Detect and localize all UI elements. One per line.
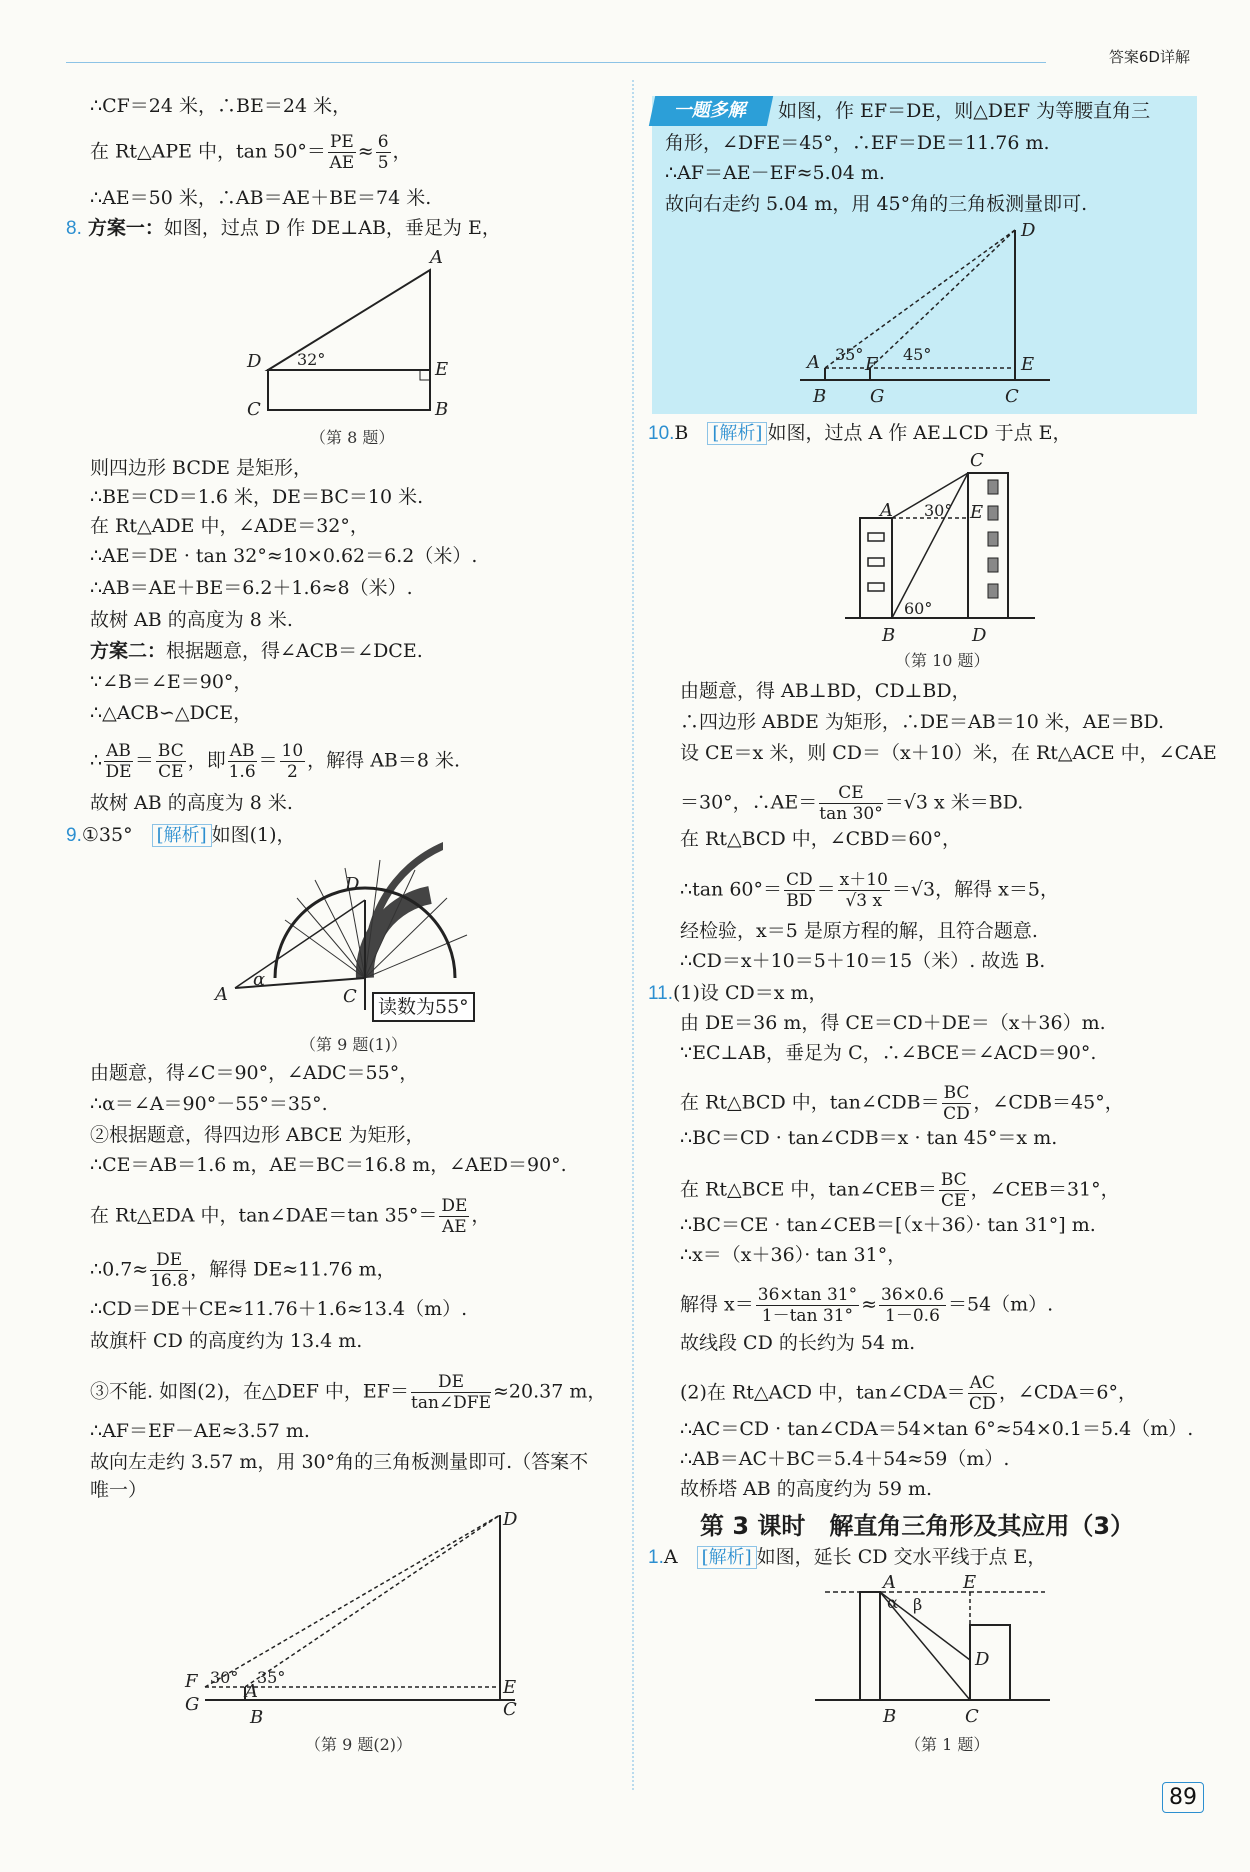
svg-text:A: A	[883, 1572, 896, 1593]
text-line: ∴CF＝24 米，∴BE＝24 米，	[90, 95, 352, 117]
svg-text:30°: 30°	[924, 501, 953, 520]
text-line: 设 CE＝x 米，则 CD＝（x＋10）米，在 Rt△ACE 中，∠CAE	[680, 742, 1217, 764]
text-line: ②根据题意，得四边形 ABCE 为矩形，	[90, 1124, 425, 1146]
figure-8-caption: （第 8 题）	[310, 428, 395, 447]
svg-text:A: A	[807, 352, 820, 373]
text-line: ∵EC⊥AB，垂足为 C，∴∠BCE＝∠ACD＝90°.	[680, 1042, 1097, 1064]
text-line: 故线段 CD 的长约为 54 m.	[680, 1332, 916, 1354]
svg-text:A: A	[245, 1681, 258, 1702]
reading-callout: 读数为55°	[372, 992, 475, 1022]
text-line: ∴AE＝50 米，∴AB＝AE＋BE＝74 米.	[90, 187, 432, 209]
svg-text:30°: 30°	[210, 1668, 239, 1687]
header-title: 答案6D详解	[1108, 48, 1190, 66]
svg-text:G: G	[870, 386, 885, 407]
text-line: ∴四边形 ABDE 为矩形，∴DE＝AB＝10 米，AE＝BD.	[680, 711, 1165, 733]
svg-text:E: E	[435, 359, 449, 380]
svg-text:60°: 60°	[904, 599, 933, 618]
text-line: 在 Rt△BCE 中，tan∠CEB＝ $\frac{BC}{CE}$ ，∠CEB＝31°，	[680, 1170, 1120, 1211]
text-line: 唯一）	[90, 1479, 148, 1501]
svg-text:β: β	[913, 1595, 923, 1614]
svg-text:A: A	[880, 500, 893, 521]
text-line: 经检验，x＝5 是原方程的解，且符合题意.	[680, 920, 1038, 942]
text-line: ∴BE＝CD＝1.6 米，DE＝BC＝10 米.	[90, 486, 424, 508]
svg-text:G: G	[185, 1694, 200, 1715]
text-line: ∴AC＝CD · tan∠CDA＝54×tan 6°≈54×0.1＝5.4（m）.	[680, 1418, 1194, 1440]
question-9: 9.①35° [解析] 如图(1)，	[66, 824, 296, 846]
svg-text:45°: 45°	[903, 345, 932, 364]
text-line: ∴CD＝x＋10＝5＋10＝15（米）. 故选 B.	[680, 950, 1046, 972]
text-line: 故树 AB 的高度为 8 米.	[90, 609, 293, 631]
figure-10-caption: （第 10 题）	[895, 651, 990, 670]
svg-text:D: D	[503, 1509, 518, 1530]
header-rule	[66, 62, 1046, 63]
text-line: 故向右走约 5.04 m，用 45°角的三角板测量即可.	[665, 193, 1088, 215]
text-line: 故旗杆 CD 的高度约为 13.4 m.	[90, 1330, 363, 1352]
svg-text:D: D	[972, 625, 987, 646]
svg-text:35°: 35°	[257, 1668, 286, 1687]
text-line: ③不能. 如图(2)，在△DEF 中，EF＝ $\frac{DE}{\text{tan∠DFE}}$ ≈20.37 m，	[90, 1372, 607, 1413]
text-line: ∴α＝∠A＝90°－55°＝35°.	[90, 1093, 328, 1115]
text-line: ∴AB＝AE＋BE＝6.2＋1.6≈8（米）.	[90, 577, 413, 599]
svg-text:E: E	[970, 502, 984, 523]
svg-text:E: E	[963, 1572, 977, 1593]
text-line: 如图，作 EF＝DE，则△DEF 为等腰直角三	[778, 100, 1151, 122]
text-line: 在 Rt△ADE 中，∠ADE＝32°，	[90, 515, 369, 537]
text-line: ∴tan 60°＝ $\frac{CD}{BD}$ ＝ $\frac{x+10}{√3 x}$ ＝√3，解得 x＝5，	[680, 870, 1059, 911]
svg-text:C: C	[247, 399, 261, 420]
text-line: 由题意，得∠C＝90°，∠ADC＝55°，	[90, 1062, 419, 1084]
text-line: ＝30°，∴AE＝ $\frac{CE}{\tan 30^\circ}$ ＝√3 x 米＝BD.	[680, 783, 1024, 824]
svg-text:C: C	[503, 1699, 517, 1720]
page-number: 89	[1162, 1782, 1204, 1813]
svg-text:B: B	[813, 386, 827, 407]
text-line: ∴BC＝CD · tan∠CDB＝x · tan 45°＝x m.	[680, 1127, 1058, 1149]
svg-text:B: B	[435, 399, 449, 420]
svg-text:32°: 32°	[297, 350, 326, 369]
question-11: 11.(1)设 CD＝x m，	[648, 982, 828, 1004]
text-line: 解得 x＝ $\frac{36\times\tan 31^\circ}{1-\tan 31^\circ}$ ≈ $\frac{36\times 0.6}{1-0.6}$ ＝54（m）.	[680, 1285, 1054, 1326]
text-line: 故桥塔 AB 的高度约为 59 m.	[680, 1478, 933, 1500]
svg-text:C: C	[1005, 386, 1019, 407]
figure-1	[815, 1570, 1055, 1730]
text-line: ∵∠B＝∠E＝90°，	[90, 671, 253, 693]
text-line: 在 Rt△BCD 中，tan∠CDB＝ $\frac{BC}{CD}$ ，∠CDB＝45°，	[680, 1083, 1124, 1124]
figure-9-2-drawing	[185, 1505, 525, 1730]
svg-text:D: D	[1021, 220, 1036, 241]
text-line: 在 Rt△BCD 中，∠CBD＝60°，	[680, 828, 962, 850]
svg-text:F: F	[185, 1671, 198, 1692]
svg-text:C: C	[343, 986, 357, 1007]
text-line: 则四边形 BCDE 是矩形，	[90, 457, 313, 479]
svg-text:E: E	[1021, 354, 1035, 375]
svg-text:F: F	[865, 354, 878, 375]
svg-text:α: α	[887, 1593, 898, 1612]
column-divider	[632, 80, 634, 1790]
svg-text:E: E	[503, 1677, 517, 1698]
text-line: (2)在 Rt△ACD 中，tan∠CDA＝ $\frac{AC}{CD}$ ，∠CDA＝6°，	[680, 1373, 1137, 1414]
figure-9-1-caption: （第 9 题(1)）	[300, 1035, 408, 1054]
multi-solution-figure	[795, 220, 1055, 410]
text-line: 故向左走约 3.57 m，用 30°角的三角板测量即可.（答案不	[90, 1451, 589, 1473]
section-title: 第 3 课时 解直角三角形及其应用（3）	[700, 1512, 1135, 1540]
svg-text:B: B	[250, 1707, 264, 1728]
figure-1-caption: （第 1 题）	[905, 1735, 990, 1754]
text-line: 由题意，得 AB⊥BD，CD⊥BD，	[680, 680, 971, 702]
svg-text:C: C	[965, 1706, 979, 1727]
question-10: 10.B [解析] 如图，过点 A 作 AE⊥CD 于点 E，	[648, 422, 1072, 444]
text-line: ∴x＝（x＋36）· tan 31°，	[680, 1244, 907, 1266]
text-line: 角形，∠DFE＝45°，∴EF＝DE＝11.76 m.	[665, 132, 1050, 154]
text-line: ∴AF＝EF－AE≈3.57 m.	[90, 1420, 310, 1442]
text-line: ∴AF＝AE－EF≈5.04 m.	[665, 162, 885, 184]
text-line: ∴AB＝AC＋BC＝5.4＋54≈59（m）.	[680, 1448, 1010, 1470]
text-line: ∴AE＝DE · tan 32°≈10×0.62＝6.2（米）.	[90, 545, 478, 567]
svg-text:B: B	[883, 1706, 897, 1727]
multi-solution-badge: 一题多解	[649, 96, 773, 126]
svg-text:D: D	[247, 351, 262, 372]
svg-text:D: D	[345, 874, 360, 895]
text-line: ∴CD＝DE＋CE≈11.76＋1.6≈13.4（m）.	[90, 1298, 468, 1320]
text-line: ∴CE＝AB＝1.6 m，AE＝BC＝16.8 m，∠AED＝90°.	[90, 1154, 567, 1176]
svg-text:35°: 35°	[835, 345, 864, 364]
text-line: 在 Rt△EDA 中，tan∠DAE＝tan 35°＝ $\frac{DE}{AE}$ ，	[90, 1196, 491, 1237]
text-line: 在 Rt△APE 中，tan 50°＝ $\frac{PE}{AE}$ ≈ $\frac{6}{5}$ ，	[90, 132, 412, 173]
text-line: 方案二：根据题意，得∠ACB＝∠DCE.	[90, 640, 423, 662]
question-1: 1.A [解析] 如图，延长 CD 交水平线于点 E，	[648, 1546, 1047, 1568]
svg-text:A: A	[215, 984, 228, 1005]
text-line: ∴ $\frac{AB}{DE}$ ＝ $\frac{BC}{CE}$ ，即 $\frac{AB}{1.6}$ ＝ $\frac{10}{2}$ ，解得 AB＝8 米.	[90, 741, 461, 782]
text-line: ∴0.7≈ $\frac{DE}{16.8}$ ，解得 DE≈11.76 m，	[90, 1250, 396, 1291]
figure-9-2-caption: （第 9 题(2)）	[305, 1735, 413, 1754]
figure-8	[245, 245, 465, 435]
text-line: 故树 AB 的高度为 8 米.	[90, 792, 293, 814]
svg-text:D: D	[975, 1649, 990, 1670]
text-line: ∴△ACB∽△DCE，	[90, 702, 253, 724]
svg-text:C: C	[970, 450, 984, 471]
svg-text:A: A	[430, 247, 443, 268]
question-8: 8. 方案一：如图，过点 D 作 DE⊥AB，垂足为 E，	[66, 217, 501, 239]
svg-text:α: α	[253, 969, 266, 990]
text-line: ∴BC＝CE · tan∠CEB＝[（x＋36）· tan 31°] m.	[680, 1214, 1096, 1236]
figure-10	[840, 448, 1040, 648]
svg-text:B: B	[882, 625, 896, 646]
text-line: 由 DE＝36 m，得 CE＝CD＋DE＝（x＋36）m.	[680, 1012, 1106, 1034]
